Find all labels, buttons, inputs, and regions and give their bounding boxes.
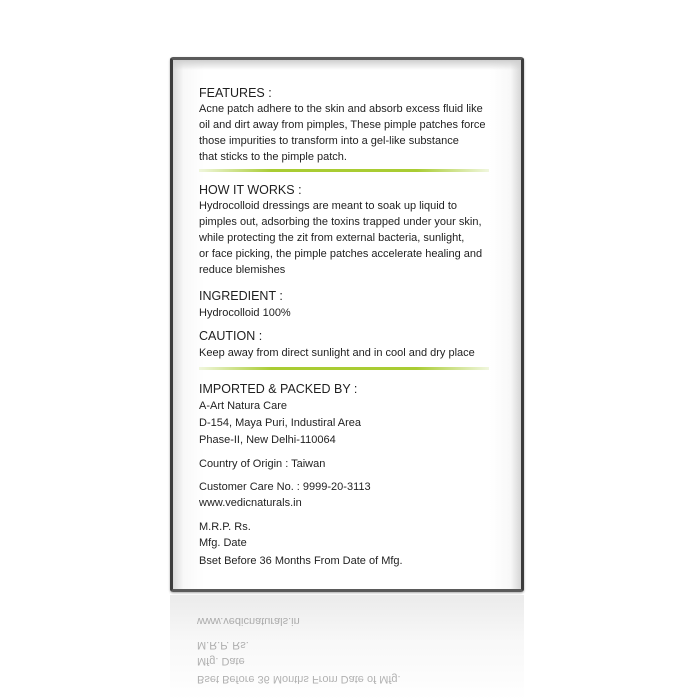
mfg-date: Mfg. Date bbox=[199, 537, 247, 549]
importer-address-1: D-154, Maya Puri, Industiral Area bbox=[199, 417, 362, 429]
reflection-website: www.vedicnaturals.in bbox=[197, 615, 300, 627]
reflection-best-before: Bset Before 36 Months From Date of Mfg. bbox=[197, 673, 401, 685]
ingredient-value: Hydrocolloid 100% bbox=[199, 307, 291, 319]
how-it-works-line-3: while protecting the zit from external bacteria, sunlight, bbox=[199, 232, 465, 244]
country-of-origin: Country of Origin : Taiwan bbox=[199, 458, 326, 470]
features-line-3: those impurities to transform into a gel-like substance bbox=[199, 135, 459, 147]
website: www.vedicnaturals.in bbox=[199, 497, 302, 509]
features-line-2: oil and dirt away from pimples, These pimple patches force bbox=[199, 119, 486, 131]
how-it-works-line-1: Hydrocolloid dressings are meant to soak up liquid to bbox=[199, 200, 458, 212]
customer-care: Customer Care No. : 9999-20-3113 bbox=[199, 481, 371, 493]
reflection-mrp: M.R.P. Rs. bbox=[197, 639, 249, 651]
mrp: M.R.P. Rs. bbox=[199, 521, 251, 533]
imported-heading: IMPORTED & PACKED BY : bbox=[199, 382, 358, 396]
how-it-works-line-5: reduce blemishes bbox=[199, 264, 286, 276]
importer-name: A-Art Natura Care bbox=[199, 400, 288, 412]
product-label-panel bbox=[170, 57, 524, 592]
features-line-1: Acne patch adhere to the skin and absorb excess fluid like bbox=[199, 103, 483, 115]
best-before: Bset Before 36 Months From Date of Mfg. bbox=[199, 555, 403, 567]
how-it-works-line-4: or face picking, the pimple patches accelerate healing and bbox=[199, 248, 483, 260]
features-line-4: that sticks to the pimple patch. bbox=[199, 151, 347, 163]
ingredient-heading: INGREDIENT : bbox=[199, 289, 283, 303]
features-heading: FEATURES : bbox=[199, 86, 272, 100]
caution-value: Keep away from direct sunlight and in cool and dry place bbox=[199, 347, 475, 359]
importer-address-2: Phase-II, New Delhi-110064 bbox=[199, 434, 336, 446]
divider-green-2 bbox=[199, 367, 489, 370]
reflection-inner bbox=[170, 595, 524, 700]
reflection-mfg-date: Mfg. Date bbox=[197, 655, 245, 667]
divider-green-1 bbox=[199, 169, 489, 172]
caution-heading: CAUTION : bbox=[199, 329, 263, 343]
how-it-works-heading: HOW IT WORKS : bbox=[199, 183, 302, 197]
how-it-works-line-2: pimples out, adsorbing the toxins trapped under your skin, bbox=[199, 216, 482, 228]
panel-reflection bbox=[170, 595, 524, 700]
